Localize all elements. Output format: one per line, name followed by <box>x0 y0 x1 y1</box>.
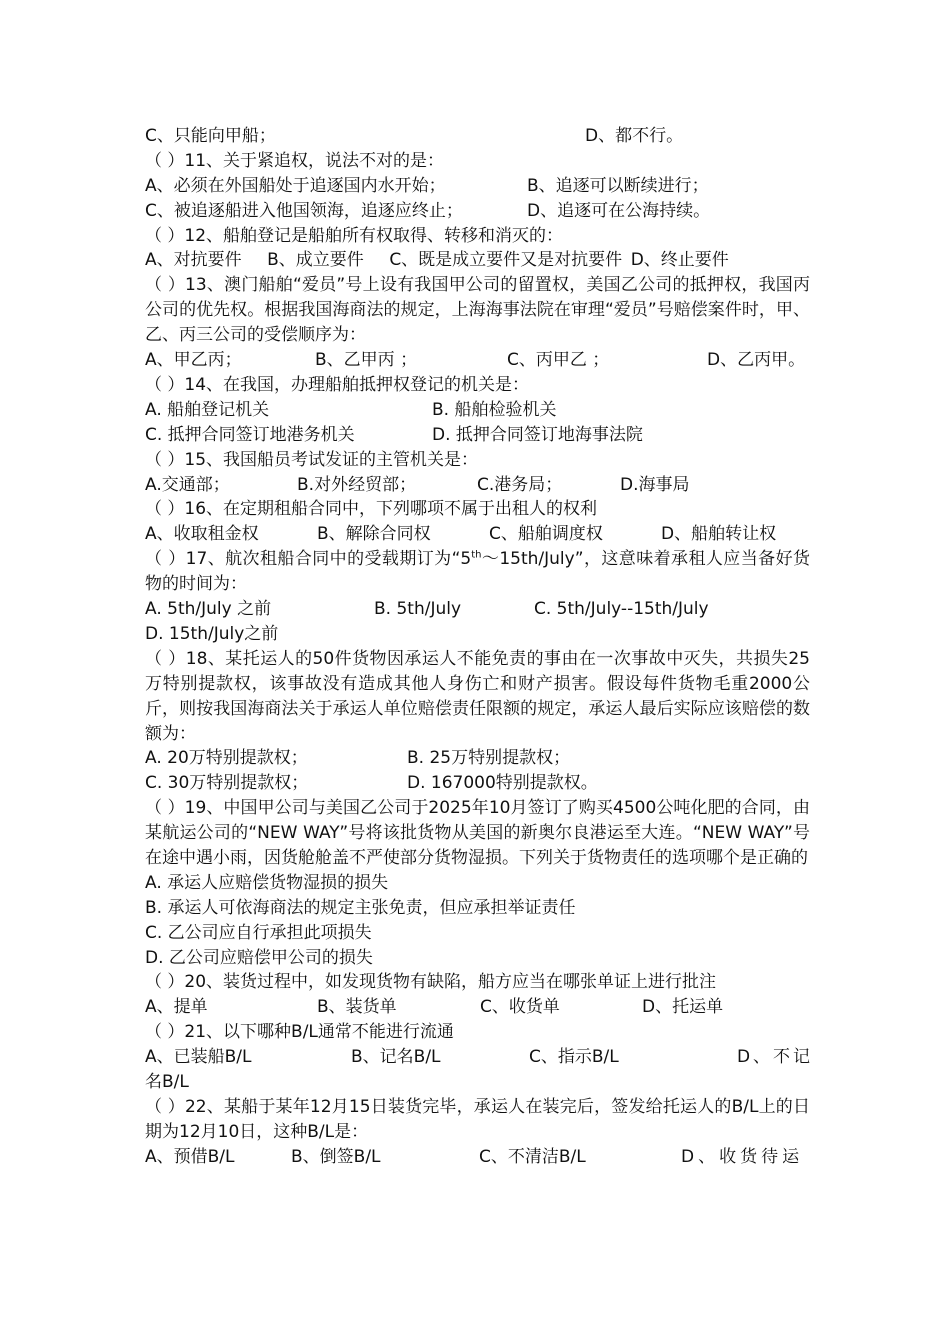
option-b: B.对外经贸部； <box>297 474 417 495</box>
option-a: A、甲乙丙； <box>145 350 242 371</box>
option-a: A. 20万特别提款权； <box>145 748 308 769</box>
question-17: （ ）17、航次租船合同中的受载期订为“5th～15th/July”，这意味着承租人应当备好货物的时间为： <box>145 549 810 595</box>
options-q14-cd <box>145 423 810 448</box>
options-q21 <box>145 1045 810 1095</box>
option-b: B、成立要件 <box>267 250 364 271</box>
option-c: C.港务局； <box>477 474 563 495</box>
options-q20 <box>145 995 810 1020</box>
option-q19-c: C. 乙公司应自行承担此项损失 <box>145 922 372 943</box>
options-q18-ab <box>145 746 810 771</box>
option-c: C. 抵押合同签订地港务机关 <box>145 424 355 445</box>
question-14: （ ）14、在我国，办理船舶抵押权登记的机关是： <box>145 374 530 395</box>
options-q13 <box>145 348 810 373</box>
option-a: A、预借B/L <box>145 1146 235 1167</box>
options-q10-cd <box>145 124 810 149</box>
option-c: C、只能向甲船； <box>145 126 276 146</box>
options-q17 <box>145 597 810 622</box>
option-a: A.交通部； <box>145 474 230 495</box>
question-13: （ ）13、澳门船舶“爱员”号上设有我国甲公司的留置权，美国乙公司的抵押权，我国丙公司的优先权。根据我国海商法的规定，上海海事法院在审理“爱员”号赔偿案件时，甲、乙、丙三公司的受偿顺序为： <box>145 275 810 346</box>
option-a: A、收取租金权 <box>145 524 259 545</box>
option-q17-d: D. 15th/July之前 <box>145 623 279 644</box>
options-q15 <box>145 473 810 498</box>
option-a: A、必须在外国船处于追逐国内水开始； <box>145 175 446 196</box>
question-12: （ ）12、船舶登记是船舶所有权取得、转移和消灭的： <box>145 225 564 246</box>
option-b: B、追逐可以断续进行； <box>527 175 709 196</box>
option-b: B、乙甲丙 ； <box>315 350 418 371</box>
question-15: （ ）15、我国船员考试发证的主管机关是： <box>145 449 479 470</box>
option-c: C、丙甲乙 ； <box>507 350 610 371</box>
options-q11-ab <box>145 174 810 199</box>
option-d: D、收货待运 <box>681 1146 804 1167</box>
question-16: （ ）16、在定期租船合同中，下列哪项不属于出租人的权利 <box>145 499 598 520</box>
options-q12 <box>145 248 810 273</box>
option-b: B、解除合同权 <box>317 524 431 545</box>
option-b: B. 船舶检验机关 <box>432 399 557 420</box>
option-c: C、指示B/L <box>529 1047 619 1068</box>
question-11: （ ）11、关于紧追权，说法不对的是： <box>145 150 445 171</box>
question-20: （ ）20、装货过程中，如发现货物有缺陷，船方应当在哪张单证上进行批注 <box>145 972 717 993</box>
option-d: D、都不行。 <box>585 126 684 146</box>
option-a: A、已装船B/L <box>145 1047 252 1068</box>
option-c: C. 5th/July--15th/July <box>534 599 709 620</box>
option-b: B. 5th/July <box>374 599 462 620</box>
options-q22 <box>145 1145 810 1170</box>
options-q14-ab <box>145 398 810 423</box>
option-a: A、对抗要件 <box>145 250 242 271</box>
option-q19-a: A. 承运人应赔偿货物湿损的损失 <box>145 872 389 893</box>
option-c: C、不清洁B/L <box>479 1146 586 1167</box>
option-c: C、被追逐船进入他国领海，追逐应终止； <box>145 200 463 221</box>
option-d: D、乙丙甲。 <box>707 350 806 371</box>
option-a: A. 5th/July 之前 <box>145 599 272 620</box>
option-d: D、托运单 <box>642 997 724 1018</box>
options-q11-cd <box>145 199 810 224</box>
option-d: D、船舶转让权 <box>661 524 777 545</box>
question-22: （ ）22、某船于某年12月15日装货完毕，承运人在装完后，签发给托运人的B/L上的日期为12月10日，这种B/L是： <box>145 1096 810 1142</box>
option-b: B、记名B/L <box>351 1047 441 1068</box>
option-b: B、倒签B/L <box>291 1146 381 1167</box>
option-c: C、既是成立要件又是对抗要件 <box>389 250 623 271</box>
option-d: D、终止要件 <box>630 250 729 271</box>
option-a: A、提单 <box>145 997 208 1018</box>
option-b: B. 25万特别提款权； <box>407 748 571 769</box>
option-c: C、船舶调度权 <box>489 524 603 545</box>
option-c: C、收货单 <box>480 997 560 1018</box>
option-q19-b: B. 承运人可依海商法的规定主张免责，但应承担举证责任 <box>145 897 576 918</box>
option-d: D. 抵押合同签订地海事法院 <box>432 424 643 445</box>
question-18: （ ）18、某托运人的50件货物因承运人不能免责的事由在一次事故中灭失，共损失25万特别提款权，该事故没有造成其他人身伤亡和财产损害。假设每件货物毛重2000公斤，则按我国海商法关于承运人单位赔偿责任限额的规定，承运人最后实际应该赔偿的数额为： <box>145 648 810 744</box>
options-q18-cd <box>145 771 810 796</box>
option-d: D.海事局 <box>620 474 690 495</box>
option-d: D、不记名B/L <box>145 1047 810 1093</box>
question-21: （ ）21、以下哪种B/L通常不能进行流通 <box>145 1022 454 1043</box>
options-q16 <box>145 522 810 547</box>
option-b: B、装货单 <box>317 997 397 1018</box>
document-page <box>145 124 810 1170</box>
option-a: A. 船舶登记机关 <box>145 399 270 420</box>
option-c: C. 30万特别提款权； <box>145 773 309 794</box>
option-d: D、追逐可在公海持续。 <box>527 200 711 221</box>
option-d: D. 167000特别提款权。 <box>407 773 598 794</box>
question-19: （ ）19、中国甲公司与美国乙公司于2025年10月签订了购买4500公吨化肥的合同，由某航运公司的“NEW WAY”号将该批货物从美国的新奥尔良港运至大连。“NEW WAY”号在途中遇小雨，因货舱舱盖不严使部分货物湿损。下列关于货物责任的选项哪个是正确的 <box>145 798 810 869</box>
option-q19-d: D. 乙公司应赔偿甲公司的损失 <box>145 947 373 968</box>
